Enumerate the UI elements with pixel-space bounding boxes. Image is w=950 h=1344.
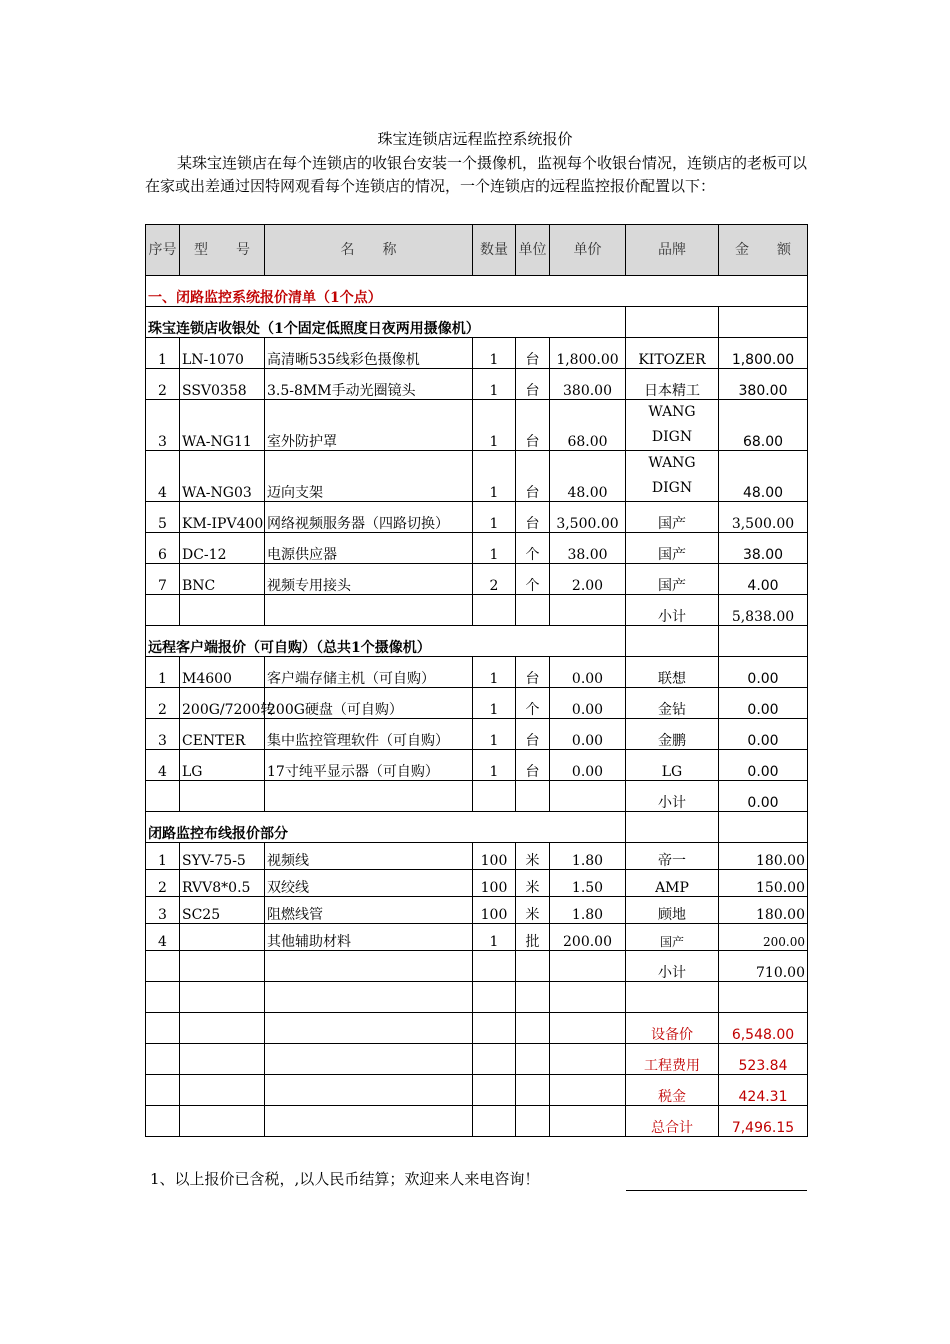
- empty-cell: [180, 1075, 265, 1106]
- cell-seq: 2: [146, 870, 180, 897]
- cell-qty: 1: [473, 502, 516, 533]
- cell-brand: 日本精工: [626, 369, 719, 400]
- empty-cell: [516, 951, 550, 982]
- table-row: [146, 688, 808, 719]
- empty-cell: [473, 1013, 516, 1044]
- cell-brand: AMP: [626, 870, 719, 897]
- cell-amount: 200.00: [719, 924, 808, 951]
- cell-unit: 台: [516, 502, 550, 533]
- empty-cell: [265, 1075, 473, 1106]
- empty-cell: [550, 1013, 626, 1044]
- signature-line: [626, 1190, 807, 1191]
- cell-amount: 38.00: [719, 533, 808, 564]
- cell-model: SYV-75-5: [180, 843, 265, 870]
- table-row: [146, 502, 808, 533]
- cell-seq: 3: [146, 719, 180, 750]
- empty-cell: [550, 1044, 626, 1075]
- table-header: [146, 225, 808, 276]
- group-title: 远程客户端报价（可自购）（总共1个摄像机）: [146, 626, 626, 657]
- cell-model: DC-12: [180, 533, 265, 564]
- cell-name: 网络视频服务器（四路切换）: [265, 502, 473, 533]
- cell-seq: 3: [146, 400, 180, 451]
- cell-model: WA-NG11: [180, 400, 265, 451]
- cell-price: 1.50: [550, 870, 626, 897]
- empty-cell: [180, 595, 265, 626]
- header-price: 单价: [550, 225, 626, 276]
- cell-name: 集中监控管理软件（可自购）: [265, 719, 473, 750]
- table-row: [146, 870, 808, 897]
- subtotal-label: 小计: [626, 781, 719, 812]
- cell-model: RVV8*0.5: [180, 870, 265, 897]
- cell-qty: 1: [473, 451, 516, 502]
- empty-cell: [265, 595, 473, 626]
- cell-seq: 3: [146, 897, 180, 924]
- table-row: [146, 897, 808, 924]
- cell-amount: 1,800.00: [719, 338, 808, 369]
- cell-amount: 0.00: [719, 688, 808, 719]
- header-name: 名 称: [265, 225, 473, 276]
- empty-cell: [719, 626, 808, 657]
- cell-seq: 4: [146, 924, 180, 951]
- header-model: 型 号: [180, 225, 265, 276]
- table-row: [146, 533, 808, 564]
- total-label: 设备价: [626, 1013, 719, 1044]
- total-label: 税金: [626, 1075, 719, 1106]
- table-row: [146, 338, 808, 369]
- cell-name: 电源供应器: [265, 533, 473, 564]
- empty-cell: [146, 1044, 180, 1075]
- cell-seq: 2: [146, 369, 180, 400]
- cell-model: SSV0358: [180, 369, 265, 400]
- empty-cell: [516, 982, 550, 1013]
- header-seq: 序号: [146, 225, 180, 276]
- subtotal-row: [146, 951, 808, 982]
- cell-name: 高清晰535线彩色摄像机: [265, 338, 473, 369]
- empty-cell: [473, 982, 516, 1013]
- cell-qty: 100: [473, 897, 516, 924]
- empty-cell: [146, 982, 180, 1013]
- cell-qty: 1: [473, 657, 516, 688]
- page-title: 珠宝连锁店远程监控系统报价: [377, 130, 573, 148]
- cell-seq: 5: [146, 502, 180, 533]
- cell-name: 室外防护罩: [265, 400, 473, 451]
- cell-seq: 4: [146, 750, 180, 781]
- cell-model: LN-1070: [180, 338, 265, 369]
- cell-seq: 7: [146, 564, 180, 595]
- cell-name: 客户端存储主机（可自购）: [265, 657, 473, 688]
- cell-brand: 国产: [626, 924, 719, 951]
- empty-cell: [180, 781, 265, 812]
- total-row: [146, 1075, 808, 1106]
- table-row: [146, 451, 808, 502]
- table-row: [146, 750, 808, 781]
- table-row: [146, 564, 808, 595]
- group-title: 闭路监控布线报价部分: [146, 812, 626, 843]
- cell-price: 200.00: [550, 924, 626, 951]
- cell-seq: 1: [146, 843, 180, 870]
- cell-price: 38.00: [550, 533, 626, 564]
- cell-qty: 1: [473, 369, 516, 400]
- cell-qty: 1: [473, 688, 516, 719]
- cell-qty: 100: [473, 843, 516, 870]
- empty-cell: [146, 595, 180, 626]
- total-label: 工程费用: [626, 1044, 719, 1075]
- cell-seq: 6: [146, 533, 180, 564]
- empty-cell: [516, 1013, 550, 1044]
- cell-price: 48.00: [550, 451, 626, 502]
- cell-unit: 台: [516, 750, 550, 781]
- cell-brand: 国产: [626, 564, 719, 595]
- cell-seq: 1: [146, 657, 180, 688]
- cell-brand: 联想: [626, 657, 719, 688]
- header-brand: 品牌: [626, 225, 719, 276]
- empty-cell: [550, 595, 626, 626]
- cell-price: 68.00: [550, 400, 626, 451]
- cell-amount: 0.00: [719, 719, 808, 750]
- empty-cell: [516, 595, 550, 626]
- table-row: [146, 719, 808, 750]
- total-value: 424.31: [719, 1075, 808, 1106]
- empty-cell: [265, 1013, 473, 1044]
- cell-model: WA-NG03: [180, 451, 265, 502]
- footnote: 1、以上报价已含税，,以人民币结算；欢迎来人来电咨询！: [150, 1170, 540, 1188]
- table-row: [146, 843, 808, 870]
- cell-price: 0.00: [550, 719, 626, 750]
- cell-seq: 1: [146, 338, 180, 369]
- cell-brand: 国产: [626, 502, 719, 533]
- header-amount: 金 额: [719, 225, 808, 276]
- cell-brand: 国产: [626, 533, 719, 564]
- cell-model: KM-IPV400: [180, 502, 265, 533]
- subtotal-value: 0.00: [719, 781, 808, 812]
- cell-price: 1,800.00: [550, 338, 626, 369]
- empty-cell: [473, 1106, 516, 1137]
- cell-model: BNC: [180, 564, 265, 595]
- cell-qty: 1: [473, 338, 516, 369]
- empty-cell: [516, 1044, 550, 1075]
- cell-model: SC25: [180, 897, 265, 924]
- cell-name: 迈向支架: [265, 451, 473, 502]
- total-row: [146, 1013, 808, 1044]
- cell-amount: 4.00: [719, 564, 808, 595]
- cell-unit: 米: [516, 870, 550, 897]
- cell-unit: 台: [516, 369, 550, 400]
- cell-brand: 金钻: [626, 688, 719, 719]
- cell-brand: LG: [626, 750, 719, 781]
- cell-unit: 批: [516, 924, 550, 951]
- cell-amount: 0.00: [719, 657, 808, 688]
- empty-cell: [626, 307, 719, 338]
- cell-seq: 2: [146, 688, 180, 719]
- cell-unit: 台: [516, 657, 550, 688]
- total-value: 523.84: [719, 1044, 808, 1075]
- cell-unit: 米: [516, 843, 550, 870]
- brand-line-1: WANG: [648, 455, 696, 471]
- cell-model: M4600: [180, 657, 265, 688]
- empty-cell: [180, 1106, 265, 1137]
- cell-price: 2.00: [550, 564, 626, 595]
- empty-cell: [265, 1106, 473, 1137]
- cell-price: 0.00: [550, 750, 626, 781]
- empty-cell: [550, 781, 626, 812]
- empty-cell: [180, 982, 265, 1013]
- header-unit: 单位: [516, 225, 550, 276]
- empty-cell: [626, 626, 719, 657]
- empty-cell: [516, 781, 550, 812]
- empty-cell: [473, 595, 516, 626]
- cell-name: 17寸纯平显示器（可自购）: [265, 750, 473, 781]
- cell-price: 0.00: [550, 688, 626, 719]
- table-row: [146, 400, 808, 451]
- subtotal-label: 小计: [626, 595, 719, 626]
- empty-cell: [516, 1075, 550, 1106]
- empty-cell: [265, 982, 473, 1013]
- cell-model: LG: [180, 750, 265, 781]
- cell-unit: 个: [516, 688, 550, 719]
- cell-name: 其他辅助材料: [265, 924, 473, 951]
- cell-unit: 台: [516, 451, 550, 502]
- cell-brand: [626, 451, 719, 502]
- empty-cell: [719, 812, 808, 843]
- empty-cell: [146, 951, 180, 982]
- cell-model: 200G/7200转: [180, 688, 265, 719]
- cell-unit: 台: [516, 400, 550, 451]
- cell-unit: 台: [516, 338, 550, 369]
- empty-cell: [180, 1044, 265, 1075]
- empty-cell: [550, 982, 626, 1013]
- empty-cell: [516, 1106, 550, 1137]
- total-value: 6,548.00: [719, 1013, 808, 1044]
- cell-qty: 100: [473, 870, 516, 897]
- cell-qty: 1: [473, 719, 516, 750]
- brand-line-2: DIGN: [651, 480, 693, 496]
- cell-amount: 48.00: [719, 451, 808, 502]
- cell-model: CENTER: [180, 719, 265, 750]
- empty-cell: [146, 1075, 180, 1106]
- empty-cell: [265, 781, 473, 812]
- total-row: [146, 1044, 808, 1075]
- empty-cell: [180, 951, 265, 982]
- cell-qty: 1: [473, 533, 516, 564]
- cell-amount: 180.00: [719, 897, 808, 924]
- section-title: 一、闭路监控系统报价清单（1个点）: [146, 276, 808, 307]
- empty-cell: [146, 781, 180, 812]
- empty-cell: [550, 1075, 626, 1106]
- total-label: 总合计: [626, 1106, 719, 1137]
- cell-price: 3,500.00: [550, 502, 626, 533]
- cell-price: 380.00: [550, 369, 626, 400]
- empty-cell: [473, 951, 516, 982]
- cell-unit: 台: [516, 719, 550, 750]
- cell-unit: 个: [516, 533, 550, 564]
- cell-amount: 0.00: [719, 750, 808, 781]
- subtotal-label: 小计: [626, 951, 719, 982]
- section-row: [146, 276, 808, 307]
- brand-line-1: WANG: [648, 404, 696, 420]
- cell-name: 阻燃线管: [265, 897, 473, 924]
- total-row: [146, 1106, 808, 1137]
- empty-cell: [626, 982, 719, 1013]
- cell-brand: 金鹏: [626, 719, 719, 750]
- empty-row: [146, 982, 808, 1013]
- subtotal-value: 710.00: [719, 951, 808, 982]
- empty-cell: [180, 1013, 265, 1044]
- cell-price: 1.80: [550, 897, 626, 924]
- cell-amount: 380.00: [719, 369, 808, 400]
- cell-amount: 150.00: [719, 870, 808, 897]
- empty-cell: [719, 982, 808, 1013]
- subtotal-row: [146, 595, 808, 626]
- cell-brand: KITOZER: [626, 338, 719, 369]
- empty-cell: [265, 951, 473, 982]
- cell-amount: 3,500.00: [719, 502, 808, 533]
- cell-unit: 个: [516, 564, 550, 595]
- intro-paragraph: 某珠宝连锁店在每个连锁店的收银台安装一个摄像机，监视每个收银台情况，连锁店的老板可以在家或出差通过因特网观看每个连锁店的情况，一个连锁店的远程监控报价配置以下：: [145, 154, 808, 195]
- subtotal-value: 5,838.00: [719, 595, 808, 626]
- table-row: [146, 657, 808, 688]
- empty-cell: [473, 781, 516, 812]
- cell-name: 视频专用接头: [265, 564, 473, 595]
- cell-price: 0.00: [550, 657, 626, 688]
- empty-cell: [473, 1044, 516, 1075]
- subtotal-row: [146, 781, 808, 812]
- empty-cell: [550, 1106, 626, 1137]
- empty-cell: [550, 951, 626, 982]
- group-title-row: [146, 307, 808, 338]
- cell-qty: 1: [473, 400, 516, 451]
- empty-cell: [146, 1106, 180, 1137]
- group-title-row: [146, 626, 808, 657]
- empty-cell: [719, 307, 808, 338]
- quote-table: [145, 224, 808, 1137]
- cell-name: 视频线: [265, 843, 473, 870]
- empty-cell: [146, 1013, 180, 1044]
- cell-amount: 180.00: [719, 843, 808, 870]
- cell-name: 200G硬盘（可自购）: [265, 688, 473, 719]
- cell-brand: 顾地: [626, 897, 719, 924]
- group-title-row: [146, 812, 808, 843]
- empty-cell: [473, 1075, 516, 1106]
- cell-qty: 1: [473, 750, 516, 781]
- cell-name: 3.5-8MM手动光圈镜头: [265, 369, 473, 400]
- table-row: [146, 924, 808, 951]
- cell-qty: 2: [473, 564, 516, 595]
- cell-price: 1.80: [550, 843, 626, 870]
- brand-line-2: DIGN: [651, 429, 693, 445]
- header-qty: 数量: [473, 225, 516, 276]
- cell-brand: 帝一: [626, 843, 719, 870]
- table-row: [146, 369, 808, 400]
- cell-brand: [626, 400, 719, 451]
- cell-model: [180, 924, 265, 951]
- empty-cell: [626, 812, 719, 843]
- total-value: 7,496.15: [719, 1106, 808, 1137]
- cell-seq: 4: [146, 451, 180, 502]
- empty-cell: [265, 1044, 473, 1075]
- cell-qty: 1: [473, 924, 516, 951]
- cell-amount: 68.00: [719, 400, 808, 451]
- cell-name: 双绞线: [265, 870, 473, 897]
- cell-unit: 米: [516, 897, 550, 924]
- group-title: 珠宝连锁店收银处（1个固定低照度日夜两用摄像机）: [146, 307, 626, 338]
